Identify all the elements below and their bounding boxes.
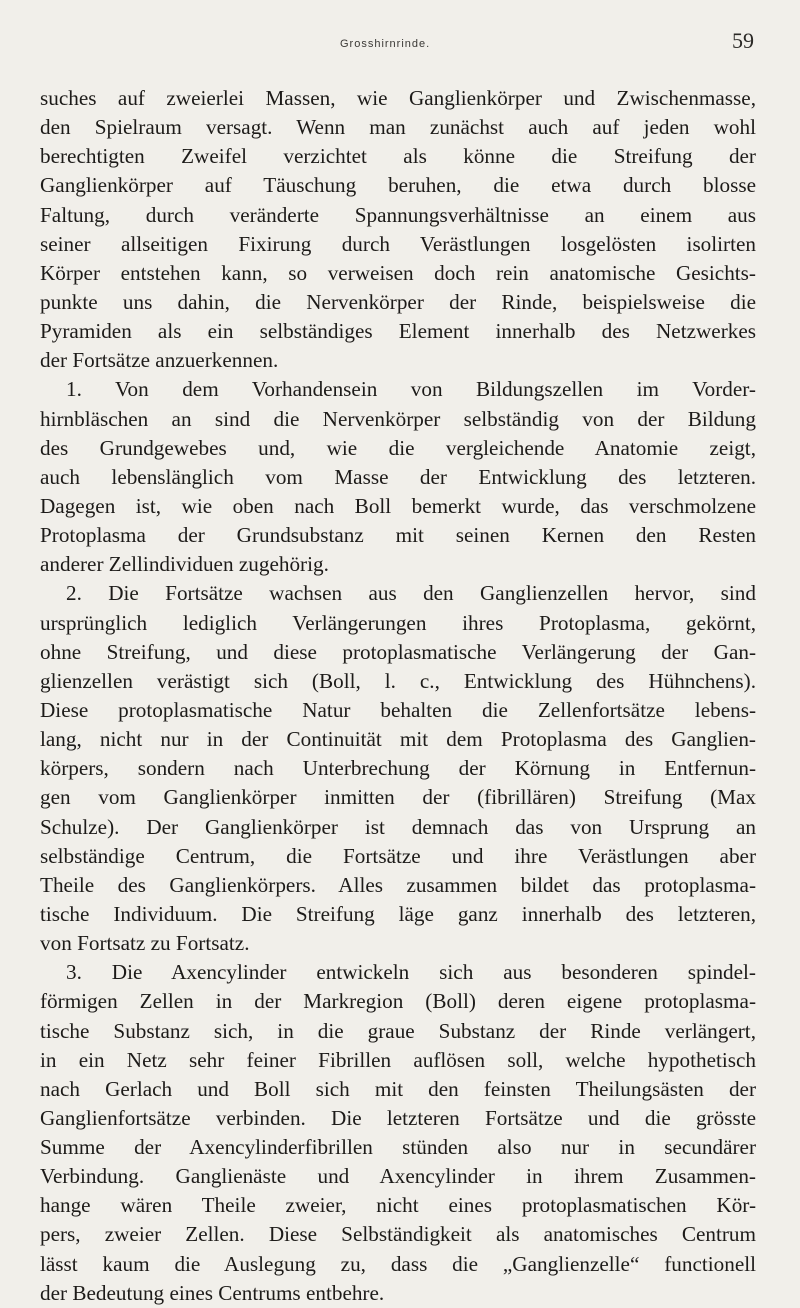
text-line: Summe der Axencylinderfibrillen stünden also nur in secundärer xyxy=(40,1135,756,1160)
text-line: gen vom Ganglienkörper inmitten der (fibrillären) Streifung (Max xyxy=(40,785,756,810)
text-line: Diese protoplasmatische Natur behalten die Zellenfortsätze lebens- xyxy=(40,697,756,722)
text-line: Pyramiden als ein selbständiges Element innerhalb des Netzwerkes xyxy=(40,319,756,344)
text-line: ohne Streifung, und diese protoplasmatische Verlängerung der Gan- xyxy=(40,639,756,664)
text-line: Verbindung. Ganglienäste und Axencylinder in ihrem Zusammen- xyxy=(40,1164,756,1189)
text-line: Protoplasma der Grundsubstanz mit seinen Kernen den Resten xyxy=(40,523,756,548)
text-line: in ein Netz sehr feiner Fibrillen auflösen soll, welche hypothetisch xyxy=(40,1047,756,1072)
text-line: 3. Die Axencylinder entwickeln sich aus besonderen spindel- xyxy=(66,960,756,985)
text-line: lang, nicht nur in der Continuität mit dem Protoplasma des Ganglien- xyxy=(40,727,756,752)
text-line: tische Individuum. Die Streifung läge ganz innerhalb des letzteren, xyxy=(40,901,756,926)
text-line: Ganglienfortsätze verbinden. Die letzteren Fortsätze und die grösste xyxy=(40,1105,756,1130)
text-line: auch lebenslänglich vom Masse der Entwicklung des letzteren. xyxy=(40,464,756,489)
text-line: der Bedeutung eines Centrums entbehre. xyxy=(40,1280,385,1305)
text-line: anderer Zellindividuen zugehörig. xyxy=(40,552,329,577)
text-line: suches auf zweierlei Massen, wie Ganglienkörper und Zwischenmasse, xyxy=(40,86,756,110)
text-line: hange wären Theile zweier, nicht eines protoplasmatischen Kör- xyxy=(40,1193,756,1218)
text-line: von Fortsatz zu Fortsatz. xyxy=(40,931,250,956)
text-line: nach Gerlach und Boll sich mit den feinsten Theilungsästen der xyxy=(40,1076,756,1101)
text-line: Dagegen ist, wie oben nach Boll bemerkt wurde, das verschmolzene xyxy=(40,493,756,518)
text-line: lässt kaum die Auslegung zu, dass die „Ganglienzelle“ functionell xyxy=(40,1251,756,1276)
text-line: tische Substanz sich, in die graue Substanz der Rinde verlängert, xyxy=(40,1018,756,1043)
text-line: 1. Von dem Vorhandensein von Bildungszellen im Vorder- xyxy=(66,377,756,402)
page-number: 59 xyxy=(732,28,754,53)
text-line: selbständige Centrum, die Fortsätze und ihre Verästlungen aber xyxy=(40,843,756,868)
text-line: Theile des Ganglienkörpers. Alles zusammen bildet das protoplasma- xyxy=(40,872,756,897)
text-line: Faltung, durch veränderte Spannungsverhältnisse an einem aus xyxy=(40,202,756,227)
text-line: punkte uns dahin, die Nervenkörper der Rinde, beispielsweise die xyxy=(40,289,756,314)
text-line: Schulze). Der Ganglienkörper ist demnach das von Ursprung an xyxy=(40,814,756,839)
text-line: förmigen Zellen in der Markregion (Boll) deren eigene protoplasma- xyxy=(40,989,756,1014)
text-line: körpers, sondern nach Unterbrechung der Körnung in Entfernun- xyxy=(40,756,756,781)
text-line: ursprünglich lediglich Verlängerungen ihres Protoplasma, gekörnt, xyxy=(40,610,756,635)
text-line: pers, zweier Zellen. Diese Selbständigkeit als anatomisches Centrum xyxy=(40,1222,756,1247)
body-text xyxy=(40,84,756,1308)
text-line: berechtigten Zweifel verzichtet als könne die Streifung der xyxy=(40,144,756,169)
text-line: seiner allseitigen Fixirung durch Verästlungen losgelösten isolirten xyxy=(40,231,756,256)
text-line: glienzellen verästigt sich (Boll, l. c., Entwicklung des Hühnchens). xyxy=(40,668,756,693)
text-line: der Fortsätze anzuerkennen. xyxy=(40,348,279,373)
text-line: Ganglienkörper auf Täuschung beruhen, die etwa durch blosse xyxy=(40,173,756,198)
text-line: des Grundgewebes und, wie die vergleichende Anatomie zeigt, xyxy=(40,435,756,460)
text-line: 2. Die Fortsätze wachsen aus den Ganglienzellen hervor, sind xyxy=(66,581,756,606)
text-line: den Spielraum versagt. Wenn man zunächst auch auf jeden wohl xyxy=(40,115,756,140)
text-line: Körper entstehen kann, so verweisen doch rein anatomische Gesichts- xyxy=(40,260,756,285)
text-line: hirnbläschen an sind die Nervenkörper selbständig von der Bildung xyxy=(40,406,756,431)
running-head: Grosshirnrinde. xyxy=(340,38,431,50)
